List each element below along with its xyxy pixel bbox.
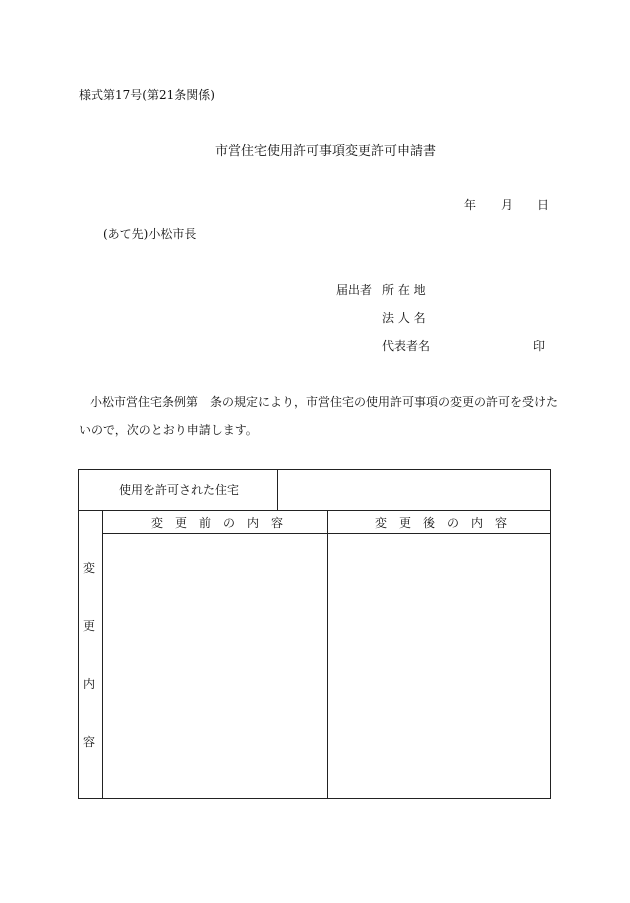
table-divider-housing xyxy=(79,510,550,511)
application-table xyxy=(78,469,551,799)
before-change-header: 変 更 前 の 内 容 xyxy=(151,516,284,530)
table-divider-housing-value xyxy=(277,470,278,510)
date-year-label: 年 xyxy=(464,198,477,212)
after-change-header: 変 更 後 の 内 容 xyxy=(375,516,508,530)
addressee: (あて先)小松市長 xyxy=(103,227,197,241)
applicant-label: 届出者 xyxy=(336,283,373,297)
side-label-char-2: 更 xyxy=(83,619,96,633)
seal-mark: 印 xyxy=(533,339,546,353)
page-title: 市営住宅使用許可事項変更許可申請書 xyxy=(215,144,437,159)
side-label-char-3: 内 xyxy=(83,677,96,691)
date-month-label: 月 xyxy=(501,198,514,212)
body-text-line-1: 小松市営住宅条例第 条の規定により，市営住宅の使用許可事項の変更の許可を受けた xyxy=(90,395,559,409)
before-change-content-area[interactable] xyxy=(103,534,327,798)
date-day-label: 日 xyxy=(537,198,550,212)
address-label: 所 在 地 xyxy=(382,283,426,297)
side-label-char-1: 変 xyxy=(83,561,96,575)
side-label-char-4: 容 xyxy=(83,735,96,749)
form-number: 様式第17号(第21条関係) xyxy=(79,88,215,102)
housing-label: 使用を許可された住宅 xyxy=(119,483,240,497)
corp-name-label: 法 人 名 xyxy=(382,311,426,325)
body-text-line-2: いので，次のとおり申請します。 xyxy=(79,423,258,437)
after-change-content-area[interactable] xyxy=(328,534,550,798)
rep-name-label: 代表者名 xyxy=(382,339,431,353)
